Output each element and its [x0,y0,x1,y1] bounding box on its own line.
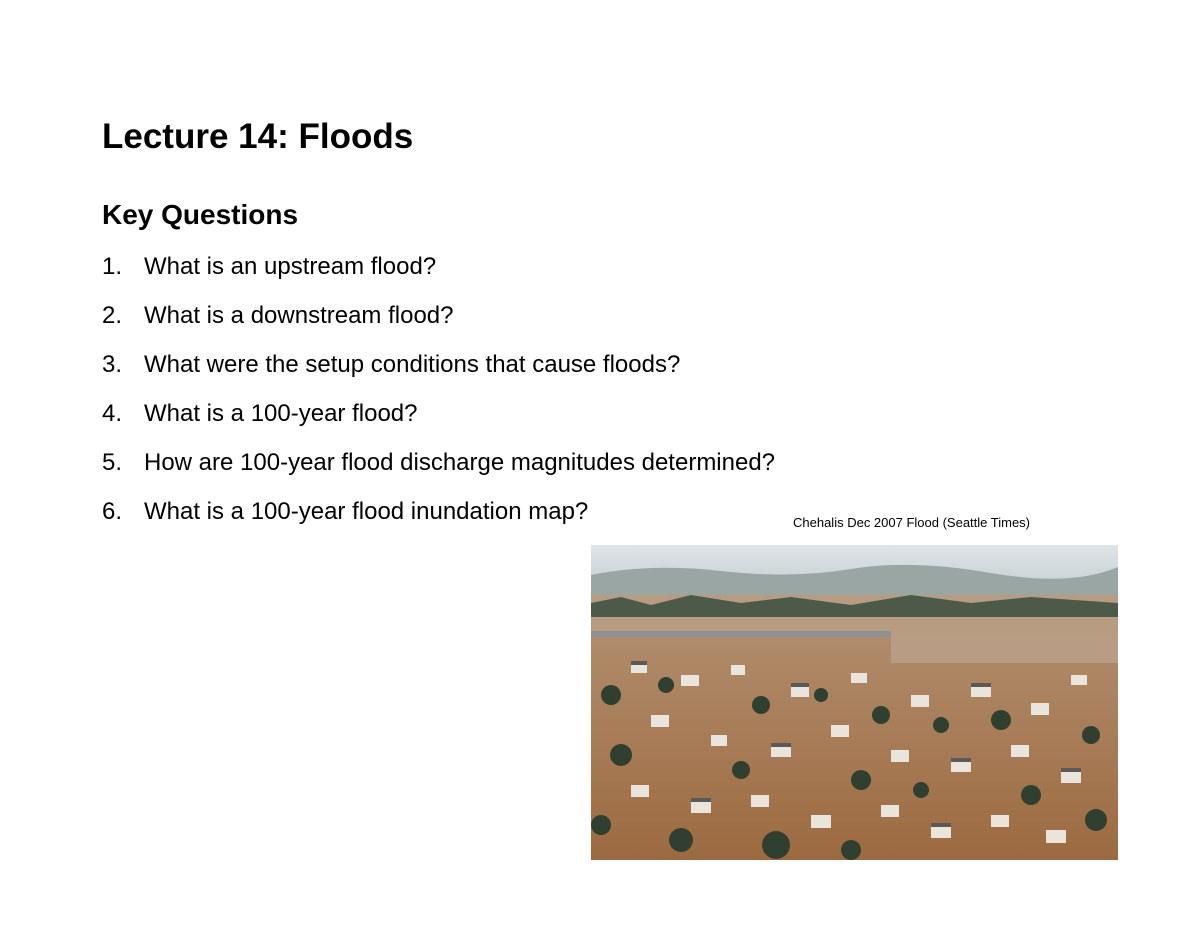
item-text: What is an upstream flood? [144,253,437,280]
item-text: What were the setup conditions that cause floods? [144,351,681,378]
item-number: 6. [102,498,123,525]
item-text: How are 100-year flood discharge magnitudes determined? [144,449,776,476]
item-number: 3. [102,351,123,378]
flood-photo [591,545,1118,860]
list-item [102,252,775,301]
slide-title: Lecture 14: Floods [102,117,414,156]
list-item [102,301,775,350]
item-number: 1. [102,253,123,280]
item-number: 4. [102,400,123,427]
item-number: 2. [102,302,123,329]
item-text: What is a 100-year flood inundation map? [144,498,589,525]
item-number: 5. [102,449,123,476]
list-item [102,497,775,546]
item-text: What is a 100-year flood? [144,400,418,427]
question-list [102,252,775,546]
section-heading: Key Questions [102,199,299,230]
list-item [102,448,775,497]
photo-caption: Chehalis Dec 2007 Flood (Seattle Times) [793,515,1031,530]
list-item [102,399,775,448]
list-item [102,350,775,399]
item-text: What is a downstream flood? [144,302,454,329]
